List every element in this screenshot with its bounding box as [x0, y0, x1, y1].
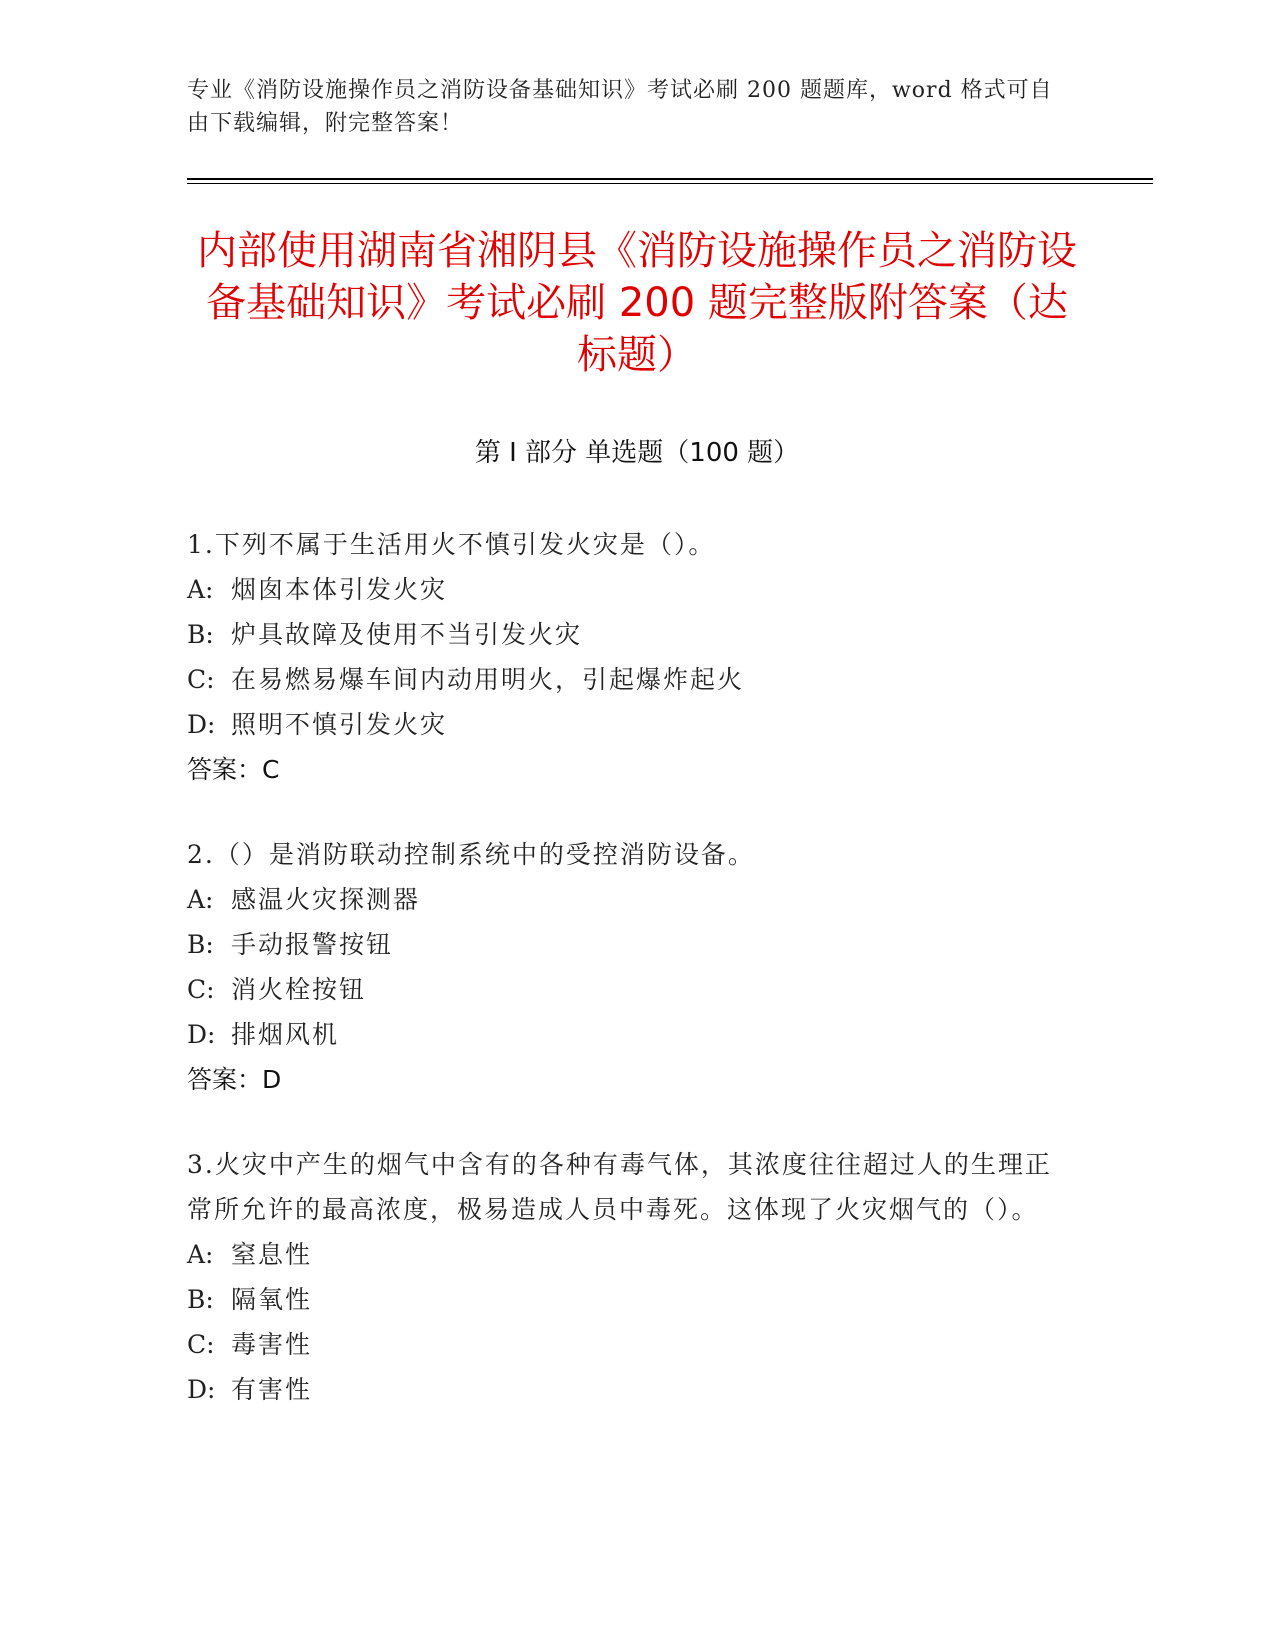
- option-key: D:: [187, 710, 216, 739]
- option-c: [187, 1322, 1067, 1367]
- option-key: C:: [187, 665, 215, 694]
- option-d: [187, 1012, 1067, 1057]
- section-title: 第 I 部分 单选题（100 题）: [474, 438, 800, 468]
- question-stem: 3.火灾中产生的烟气中含有的各种有毒气体，其浓度往往超过人的生理正常所允许的最高浓度，极易造成人员中毒死。这体现了火灾烟气的（）。: [187, 1150, 1052, 1224]
- question-3: [187, 1142, 1067, 1412]
- question-2: [187, 832, 1067, 1102]
- option-c: [187, 657, 1067, 702]
- header-divider-thick: [187, 178, 1153, 180]
- option-b: [187, 1277, 1067, 1322]
- option-key: C:: [187, 1330, 215, 1359]
- option-key: B:: [187, 930, 214, 959]
- option-text: 在易燃易爆车间内动用明火，引起爆炸起火: [231, 665, 745, 694]
- option-a: [187, 1232, 1067, 1277]
- option-text: 窒息性: [231, 1240, 313, 1269]
- option-text: 有害性: [231, 1375, 313, 1404]
- option-text: 手动报警按钮: [231, 930, 394, 959]
- option-text: 隔氧性: [231, 1285, 313, 1314]
- option-d: [187, 702, 1067, 747]
- option-b: [187, 922, 1067, 967]
- option-key: D:: [187, 1020, 216, 1049]
- option-text: 消火栓按钮: [231, 975, 367, 1004]
- option-a: [187, 567, 1067, 612]
- option-a: [187, 877, 1067, 922]
- document-title: 内部使用湖南省湘阴县《消防设施操作员之消防设备基础知识》考试必刷 200 题完整版附答案（达标题）: [197, 228, 1077, 378]
- option-key: A:: [187, 1240, 214, 1269]
- header-note: 专业《消防设施操作员之消防设备基础知识》考试必刷 200 题题库，word 格式可自由下载编辑，附完整答案！: [187, 78, 1053, 136]
- option-key: A:: [187, 575, 214, 604]
- question-list: [187, 522, 1067, 1452]
- option-text: 毒害性: [231, 1330, 313, 1359]
- answer: 答案：D: [187, 1065, 282, 1094]
- option-key: A:: [187, 885, 214, 914]
- option-key: B:: [187, 620, 214, 649]
- question-1: [187, 522, 1067, 792]
- question-stem: 1.下列不属于生活用火不慎引发火灾是（）。: [187, 530, 716, 559]
- question-stem: 2.（）是消防联动控制系统中的受控消防设备。: [187, 840, 755, 869]
- option-key: B:: [187, 1285, 214, 1314]
- option-b: [187, 612, 1067, 657]
- option-text: 感温火灾探测器: [231, 885, 421, 914]
- option-text: 照明不慎引发火灾: [231, 710, 448, 739]
- option-key: C:: [187, 975, 215, 1004]
- answer: 答案：C: [187, 755, 280, 784]
- option-text: 烟囱本体引发火灾: [231, 575, 448, 604]
- header-divider-thin: [187, 183, 1153, 184]
- option-key: D:: [187, 1375, 216, 1404]
- option-text: 排烟风机: [231, 1020, 340, 1049]
- option-d: [187, 1367, 1067, 1412]
- option-c: [187, 967, 1067, 1012]
- option-text: 炉具故障及使用不当引发火灾: [231, 620, 583, 649]
